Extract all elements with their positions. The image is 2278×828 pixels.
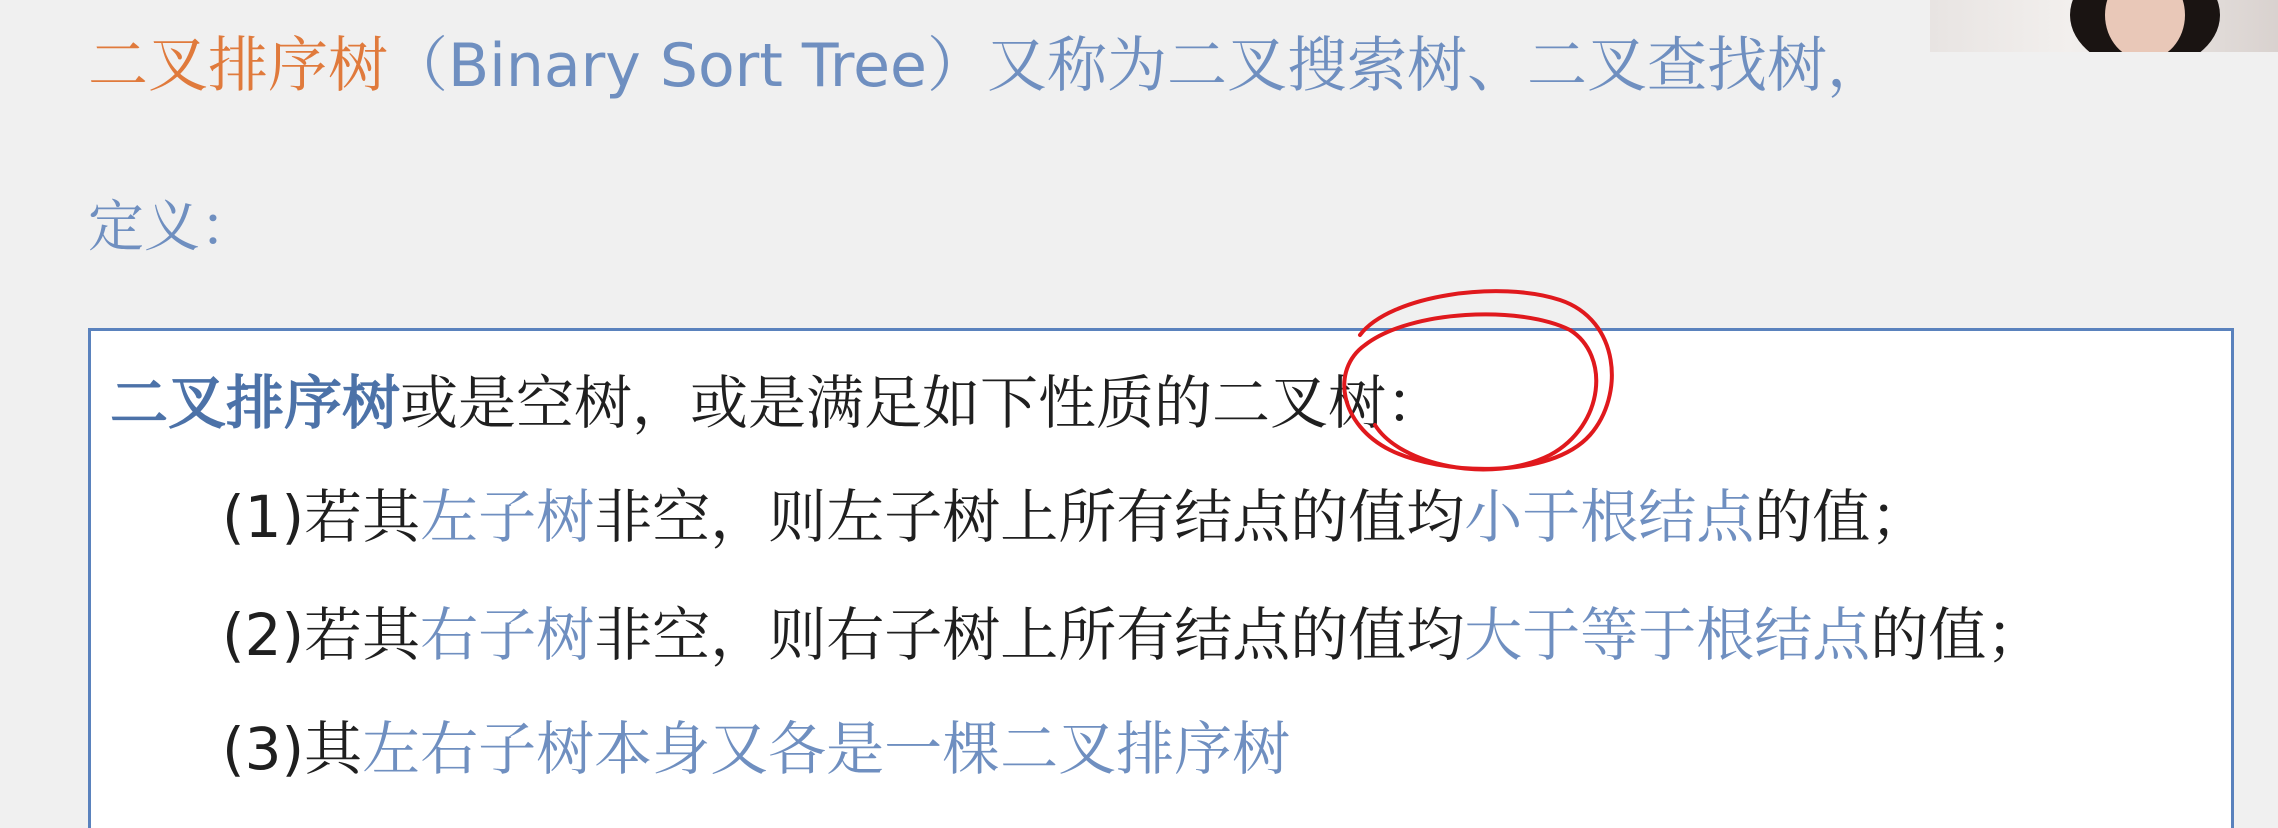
rule-1-left-subtree: 左子树 <box>420 483 595 551</box>
rule-1 <box>222 483 1929 551</box>
definition-term: 二叉排序树 <box>110 369 401 437</box>
rule-3 <box>222 715 1291 783</box>
rule-2 <box>222 601 2045 669</box>
rule-2-right-subtree: 右子树 <box>420 601 595 669</box>
red-circle-annotation <box>1320 275 1620 495</box>
title-aka: 又称为二叉搜索树、二叉查找树， <box>986 31 1887 101</box>
webcam-overlay <box>1930 0 2278 52</box>
title-term: 二叉排序树 <box>88 31 388 101</box>
definition-label: 定义： <box>88 195 256 260</box>
rule-2-middle: 非空，则右子树上所有结点的值均 <box>594 601 1465 669</box>
title-english: （Binary Sort Tree） <box>388 31 987 101</box>
definition-text: 或是空树，或是满足如下性质的二叉树： <box>400 369 1445 437</box>
rule-1-prefix: (1)若其 <box>222 483 421 551</box>
definition-line <box>110 369 1445 437</box>
rule-1-less-than-root: 小于根结点 <box>1464 483 1755 551</box>
rule-2-greater-equal-root: 大于等于根结点 <box>1464 601 1871 669</box>
rule-2-prefix: (2)若其 <box>222 601 421 669</box>
rule-3-prefix: (3)其 <box>222 715 363 783</box>
rule-1-middle: 非空，则左子树上所有结点的值均 <box>594 483 1465 551</box>
rule-2-suffix: 的值； <box>1870 601 2045 669</box>
slide-title <box>88 31 1887 101</box>
rule-1-suffix: 的值； <box>1754 483 1929 551</box>
rule-3-subtrees: 左右子树本身又各是一棵二叉排序树 <box>362 715 1291 783</box>
